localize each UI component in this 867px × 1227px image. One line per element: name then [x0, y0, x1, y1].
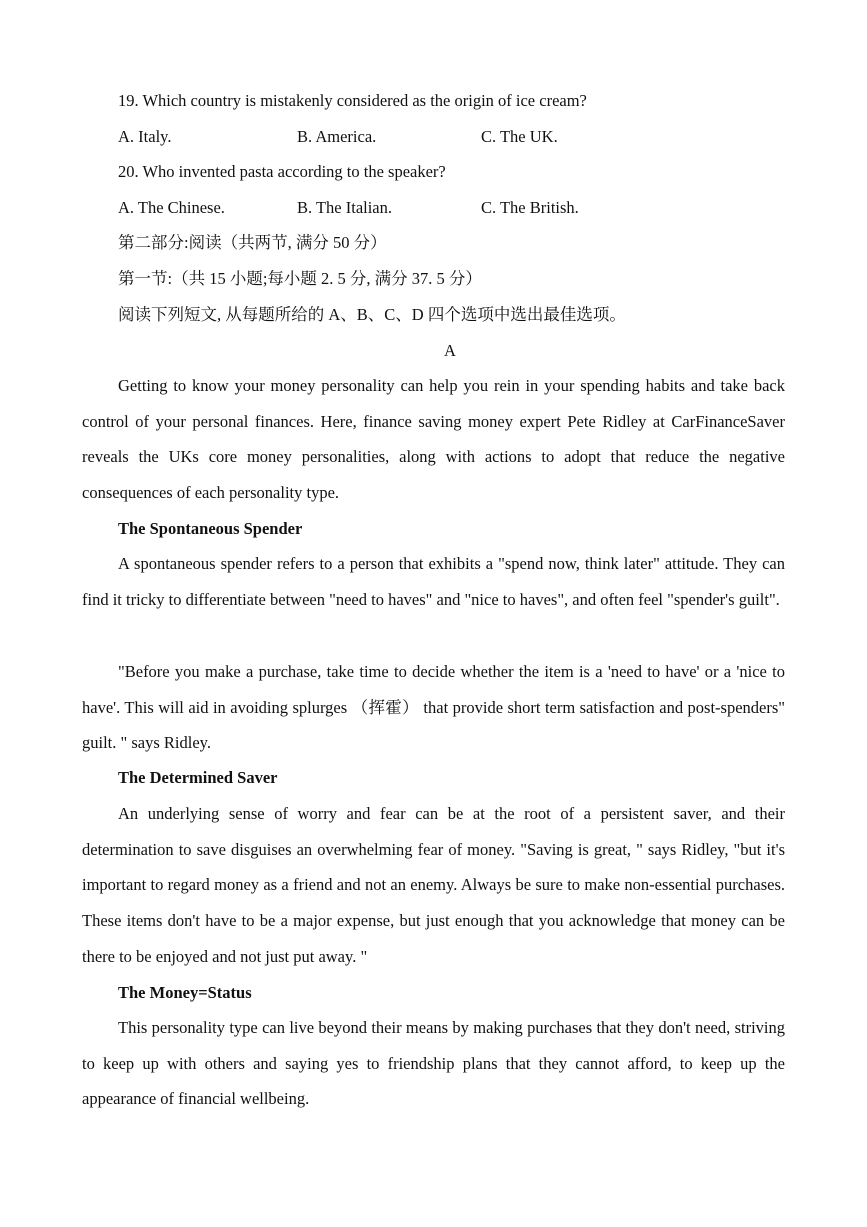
- heading-determined-saver: The Determined Saver: [118, 768, 278, 787]
- question-20-stem: 20. Who invented pasta according to the speaker?: [118, 162, 446, 181]
- subsection-title: 第一节:（共 15 小题;每小题 2. 5 分, 满分 37. 5 分）: [118, 269, 482, 288]
- question-19-option-b: B. America.: [297, 127, 377, 146]
- passage-label: A: [444, 341, 456, 360]
- paragraph-saver: An underlying sense of worry and fear can be at the root of a persistent saver, and their determination to save disguises an overwhelming fear of money. "Saving is great, " says Ridley, "but it's important to regard money as a friend and not an enemy. Always be sure to make non-essential purchases. These items don't have to be a major expense, but just enough that you acknowledge that money can be there to be enjoyed and not just put away. ": [82, 804, 785, 966]
- question-19-option-c: C. The UK.: [481, 127, 558, 146]
- passage-intro: Getting to know your money personality can help you rein in your spending habits and take back control of your personal finances. Here, finance saving money expert Pete Ridley at CarFinanceSaver reveals the UKs core money personalities, along with actions to adopt that reduce the negative consequences of each personality type.: [82, 376, 785, 503]
- paragraph-spender-1: A spontaneous spender refers to a person that exhibits a "spend now, think later" attitude. They can find it tricky to differentiate between "need to haves" and "nice to haves", and often feel "spender's guilt".: [82, 554, 785, 609]
- heading-spontaneous-spender: The Spontaneous Spender: [118, 519, 303, 538]
- question-20-option-a: A. The Chinese.: [118, 198, 225, 217]
- paragraph-money-status: This personality type can live beyond their means by making purchases that they don't need, striving to keep up with others and saying yes to friendship plans that they cannot afford, to keep up the appearance of financial wellbeing.: [82, 1018, 785, 1109]
- question-20-option-c: C. The British.: [481, 198, 579, 217]
- question-20-option-b: B. The Italian.: [297, 198, 393, 217]
- paragraph-spender-2: "Before you make a purchase, take time to decide whether the item is a 'need to have' or a 'nice to have'. This will aid in avoiding splurges （挥霍） that provide short term satisfaction and post-spenders" guilt. " says Ridley.: [82, 662, 785, 753]
- part-title: 第二部分:阅读（共两节, 满分 50 分）: [118, 233, 387, 252]
- heading-money-status: The Money=Status: [118, 983, 252, 1002]
- instruction: 阅读下列短文, 从每题所给的 A、B、C、D 四个选项中选出最佳选项。: [118, 305, 626, 324]
- question-19-option-a: A. Italy.: [118, 127, 172, 146]
- question-19-stem: 19. Which country is mistakenly considered as the origin of ice cream?: [118, 91, 587, 110]
